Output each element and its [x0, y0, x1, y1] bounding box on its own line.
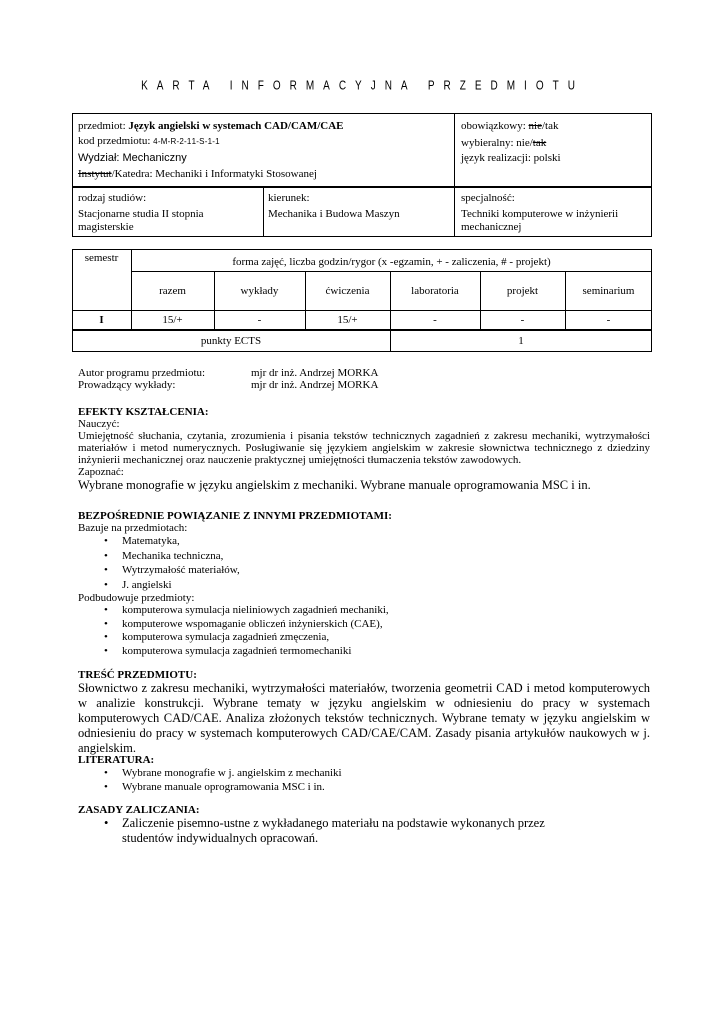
- list-item: • komputerowe wspomaganie obliczeń inżynierskich (CAE),: [78, 618, 650, 632]
- elective: wybieralny: nie/tak: [461, 137, 547, 149]
- ects-label: punkty ECTS: [200, 335, 262, 347]
- list-item: • J. angielski: [78, 578, 650, 593]
- row-projekt: -: [520, 314, 525, 326]
- row-seminarium: -: [606, 314, 611, 326]
- document-title: KARTA INFORMACYJNA PRZEDMIOTU: [141, 79, 584, 94]
- col-cwiczenia: ćwiczenia: [325, 285, 370, 297]
- content-heading: TREŚĆ PRZEDMIOTU:: [78, 669, 197, 681]
- studies-type-value: Stacjonarne studia II stopnia magisterskie: [78, 208, 204, 233]
- effects-heading: EFEKTY KSZTAŁCENIA:: [78, 406, 209, 418]
- mandatory: obowiązkowy: nie/tak: [461, 120, 559, 132]
- based-label: Bazuje na przedmiotach:: [78, 522, 188, 534]
- col-projekt: projekt: [506, 285, 539, 297]
- col-razem: razem: [159, 285, 186, 297]
- list-item: • Wybrane monografie w j. angielskim z mechaniki: [78, 766, 650, 780]
- list-item: • komputerowa symulacja zagadnień zmęczenia,: [78, 631, 650, 645]
- direction-value: Mechanika i Budowa Maszyn: [268, 208, 400, 220]
- subject-line: przedmiot: Język angielski w systemach CAD/CAM/CAE: [78, 120, 344, 132]
- col-seminarium: seminarium: [582, 285, 635, 297]
- teach-text: Umiejętność słuchania, czytania, zrozumienia i pisania tekstów technicznych zagadnień z zakresu mechaniki, wytrzymałości materiałów i metod numerycznych. Posługiwanie się językiem angielskim w zakresie słownictwa technicznego z dziedziny inżynierii mechanicznej oraz nauczenie praktycznej umiejętności tłumaczenia tekstów zawodowych.: [78, 430, 650, 466]
- author-label: Autor programu przedmiotu:: [78, 367, 206, 379]
- know-text: Wybrane monografie w języku angielskim z mechaniki. Wybrane manuale oprogramowania MSC i in.: [78, 478, 591, 492]
- lecturer-value: mjr dr inż. Andrzej MORKA: [251, 379, 379, 391]
- row-razem: 15/+: [162, 314, 183, 326]
- code-line: kod przedmiotu: 4 - M - R - 2 - 1 1 - S - 1 - 1: [78, 135, 219, 147]
- content-text: Słownictwo z zakresu mechaniki, wytrzymałości materiałów, tworzenia geometrii CAD i metod komputerowych w analizie konstrukcji. Wybrane tematy w języku angielskim w odniesieniu do pracy w systemach komputerowych CAD/CAE. Analiza złożonych tekstów technicznych. Wybrane tematy w języku angielskim w odniesieniu do pracy w systemach komputerowych CAD/CAE/CAM. Zasady pisania artykułów naukowych w j. angielskim.: [78, 681, 650, 755]
- semester-header: semestr: [84, 252, 119, 264]
- relations-section: [78, 510, 650, 658]
- list-item: • komputerowa symulacja zagadnień termomechaniki: [78, 645, 650, 659]
- row-laboratoria: -: [433, 314, 437, 326]
- builds-list: [78, 604, 650, 658]
- grading-list: [78, 816, 650, 846]
- row-semester: I: [99, 314, 104, 326]
- list-item: • Wytrzymałość materiałów,: [78, 563, 650, 578]
- ects-value: 1: [518, 335, 524, 347]
- row-wyklady: -: [257, 314, 262, 326]
- form-header: forma zajęć, liczba godzin/rygor (x -egzamin, + - zaliczenia, # - projekt): [232, 256, 551, 268]
- list-item: • Wybrane manuale oprogramowania MSC i in.: [78, 780, 650, 794]
- teach-label: Nauczyć:: [78, 418, 120, 430]
- col-wyklady: wykłady: [240, 285, 279, 297]
- studies-type-label: rodzaj studiów:: [78, 192, 147, 204]
- list-item: • Matematyka,: [78, 534, 650, 549]
- literature-list: [78, 766, 650, 794]
- effects-section: [78, 406, 650, 493]
- author-value: mjr dr inż. Andrzej MORKA: [251, 367, 379, 379]
- list-item: • komputerowa symulacja nieliniowych zagadnień mechaniki,: [78, 604, 650, 618]
- literature-heading: LITERATURA:: [78, 754, 155, 766]
- subject-code: 4 - M - R - 2 - 1 1 - S - 1 - 1: [153, 137, 219, 146]
- grading-section: [78, 804, 650, 846]
- faculty: Wydział: Mechaniczny: [78, 152, 187, 164]
- lecturer-label: Prowadzący wykłady:: [78, 379, 176, 391]
- subject-name: Język angielski w systemach CAD/CAM/CAE: [128, 120, 344, 132]
- literature-section: [78, 754, 650, 794]
- direction-label: kierunek:: [268, 192, 310, 204]
- list-item: • Mechanika techniczna,: [78, 549, 650, 564]
- know-label: Zapoznać:: [78, 466, 124, 478]
- col-laboratoria: laboratoria: [411, 285, 459, 297]
- row-cwiczenia: 15/+: [337, 314, 358, 326]
- language: język realizacji: polski: [461, 152, 561, 164]
- relations-heading: BEZPOŚREDNIE POWIĄZANIE Z INNYMI PRZEDMIOTAMI:: [78, 510, 392, 522]
- grading-heading: ZASADY ZALICZANIA:: [78, 804, 200, 816]
- specialty-label: specjalność:: [461, 192, 515, 204]
- based-list: [78, 534, 650, 592]
- content-section: [78, 669, 650, 756]
- institute: Instytut/Katedra: Mechaniki i Informatyki Stosowanej: [78, 168, 317, 180]
- builds-label: Podbudowuje przedmioty:: [78, 592, 195, 604]
- list-item: • Zaliczenie pisemno-ustne z wykładanego materiału na podstawie wykonanych przez studentów indywidualnych opracowań.: [78, 816, 650, 846]
- specialty-value: Techniki komputerowe w inżynierii mechanicznej: [461, 208, 619, 233]
